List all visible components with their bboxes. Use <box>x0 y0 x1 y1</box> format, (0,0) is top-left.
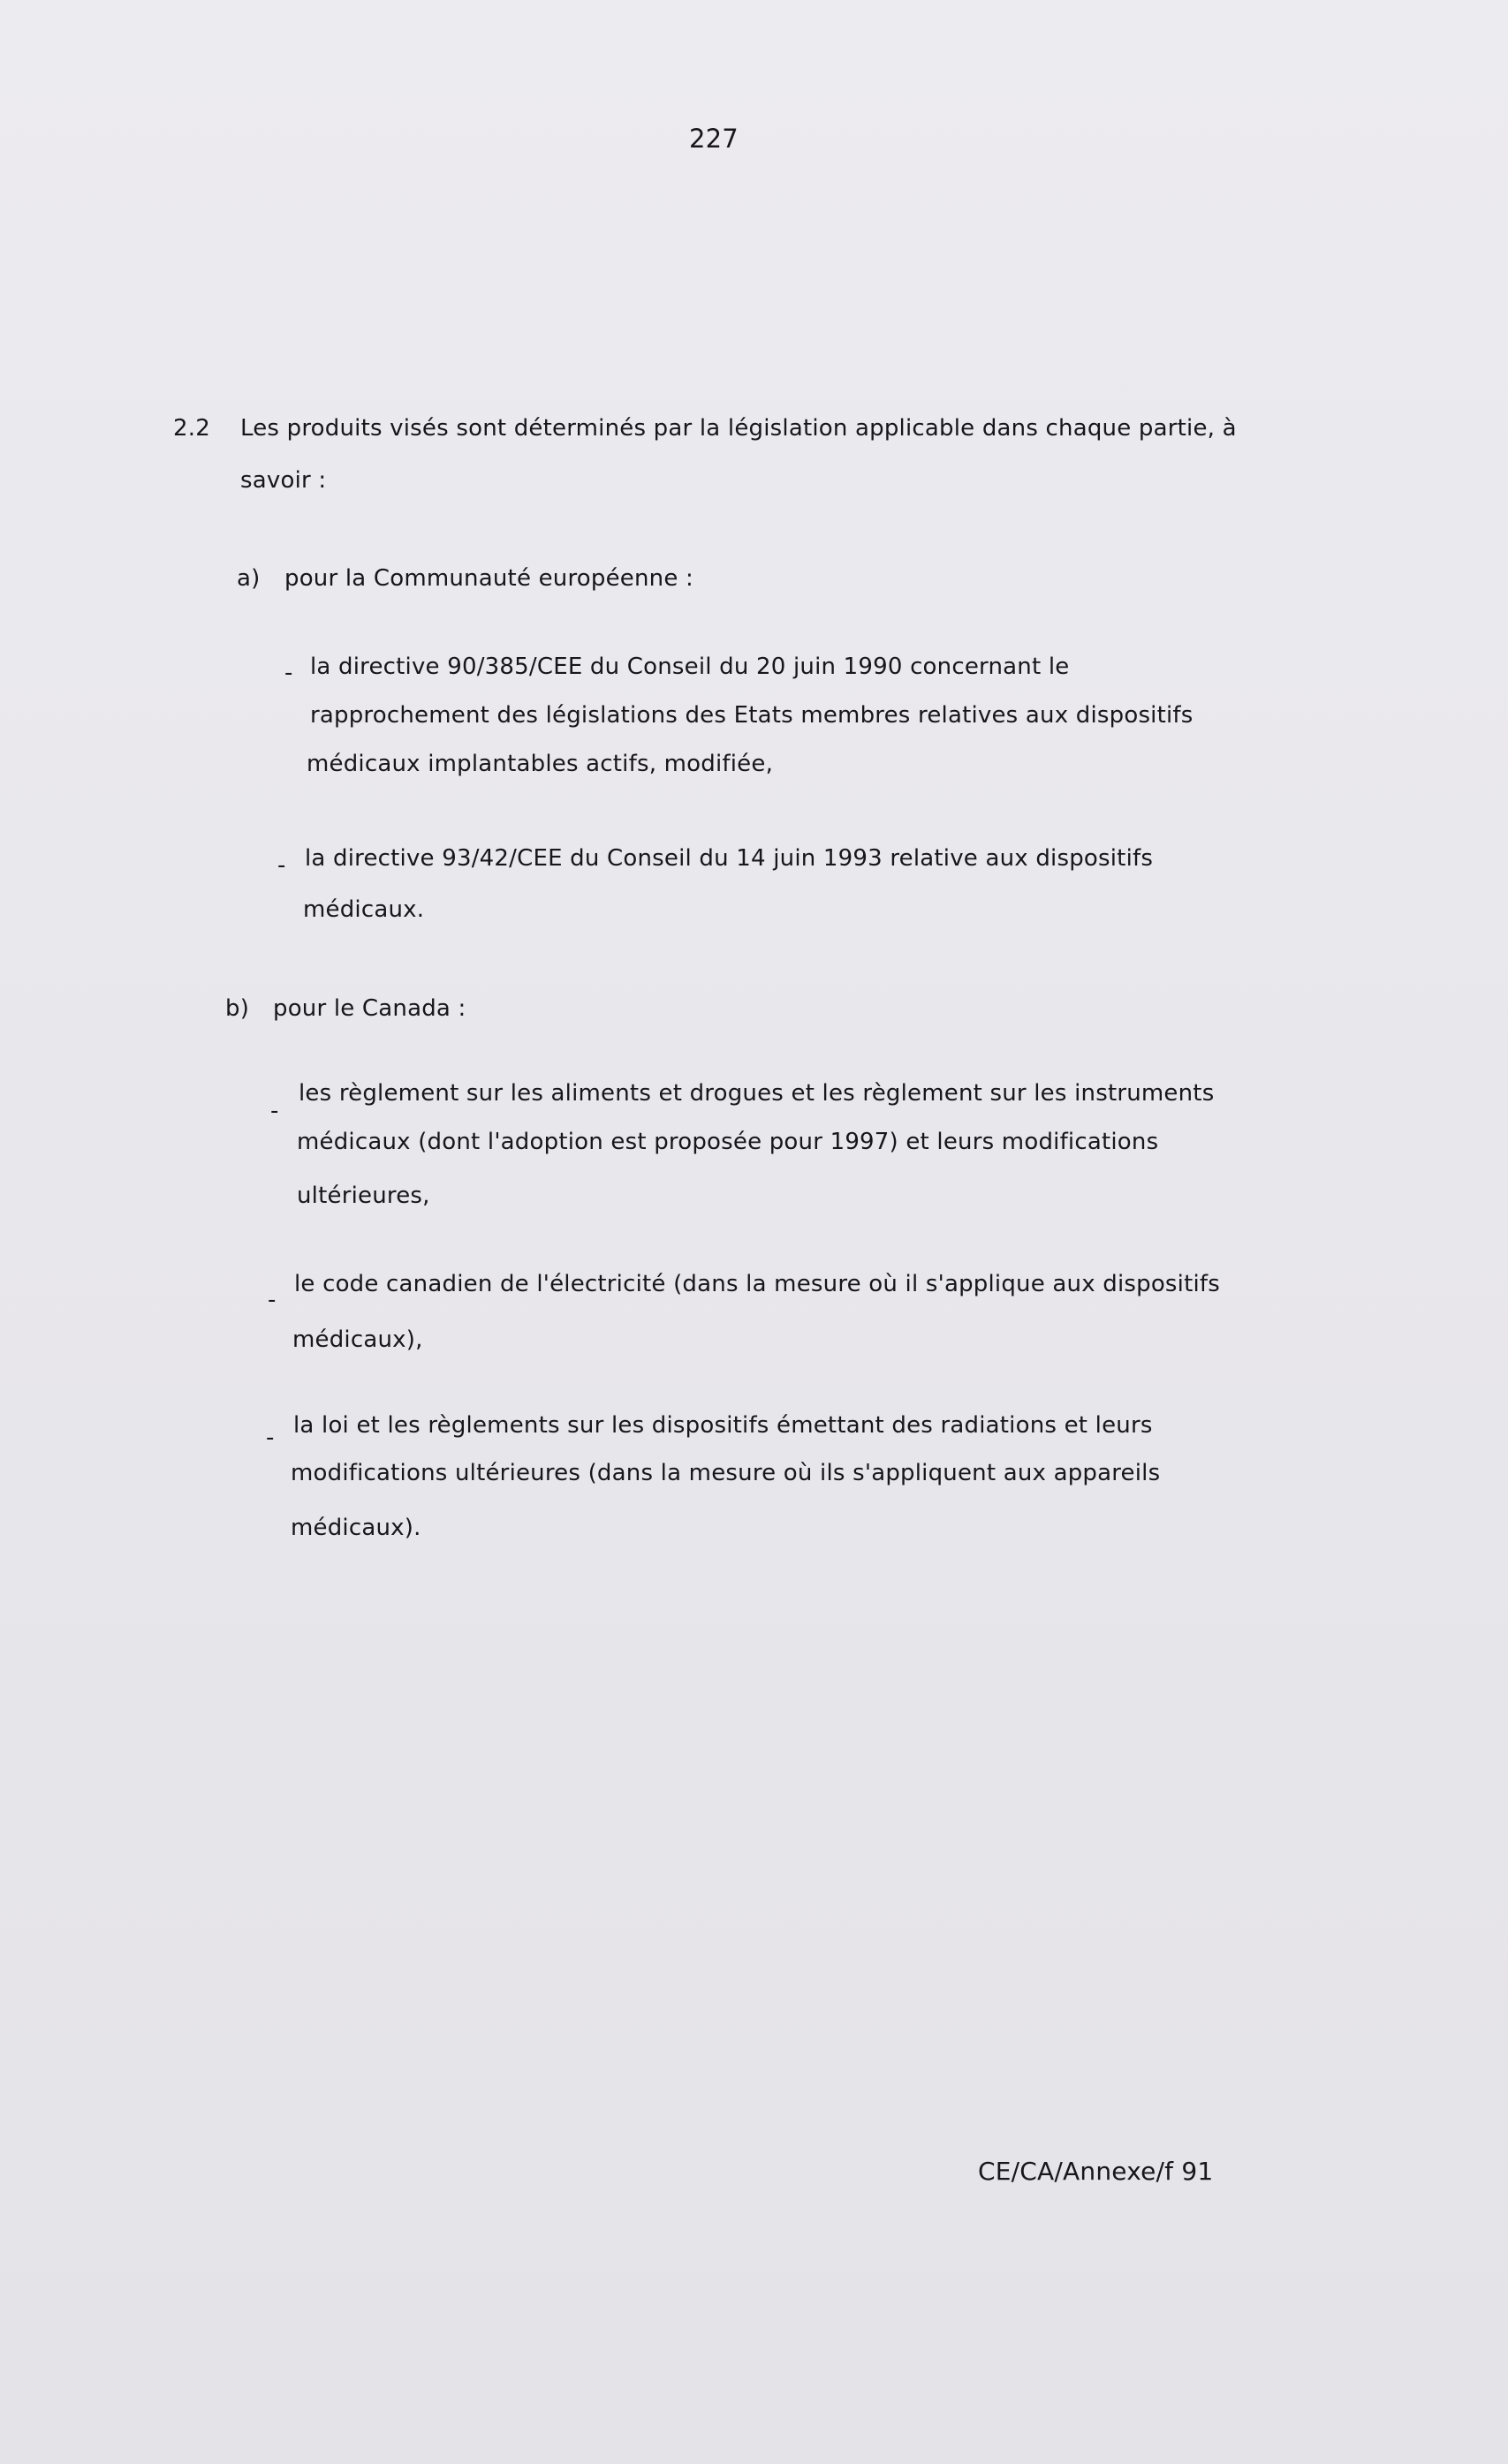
part-b-heading: pour le Canada : <box>273 995 466 1022</box>
list-item-line: ultérieures, <box>297 1183 430 1209</box>
list-item-line: la directive 90/385/CEE du Conseil du 20 juin 1990 concernant le <box>310 654 1070 680</box>
list-dash: - <box>268 1287 277 1313</box>
section-intro-line-1: Les produits visés sont déterminés par la législation applicable dans chaque partie, à <box>240 415 1237 442</box>
section-number: 2.2 <box>173 415 210 442</box>
list-item-line: le code canadien de l'électricité (dans la mesure où il s'applique aux dispositifs <box>294 1271 1221 1297</box>
document-reference: CE/CA/Annexe/f 91 <box>978 2157 1214 2186</box>
list-item-line: médicaux). <box>291 1515 421 1541</box>
list-dash: - <box>277 852 286 879</box>
list-dash: - <box>270 1098 279 1124</box>
page-number: 227 <box>689 124 739 154</box>
list-item-line: les règlement sur les aliments et drogues et les règlement sur les instruments <box>299 1080 1215 1107</box>
part-a-heading: pour la Communauté européenne : <box>284 565 693 592</box>
list-item-line: la directive 93/42/CEE du Conseil du 14 juin 1993 relative aux dispositifs <box>305 845 1154 872</box>
list-item-line: modifications ultérieures (dans la mesure où ils s'appliquent aux appareils <box>291 1460 1161 1486</box>
list-item-line: médicaux), <box>292 1326 423 1353</box>
part-a-label: a) <box>237 565 261 592</box>
list-item-line: médicaux (dont l'adoption est proposée pour 1997) et leurs modifications <box>297 1129 1159 1155</box>
list-item-line: la loi et les règlements sur les dispositifs émettant des radiations et leurs <box>293 1412 1153 1439</box>
list-dash: - <box>266 1425 275 1451</box>
list-item-line: rapprochement des législations des Etats membres relatives aux dispositifs <box>310 702 1194 729</box>
list-item-line: médicaux. <box>303 896 425 923</box>
part-b-label: b) <box>225 995 250 1022</box>
list-dash: - <box>284 660 293 686</box>
list-item-line: médicaux implantables actifs, modifiée, <box>307 751 774 777</box>
section-intro-line-2: savoir : <box>240 467 327 494</box>
